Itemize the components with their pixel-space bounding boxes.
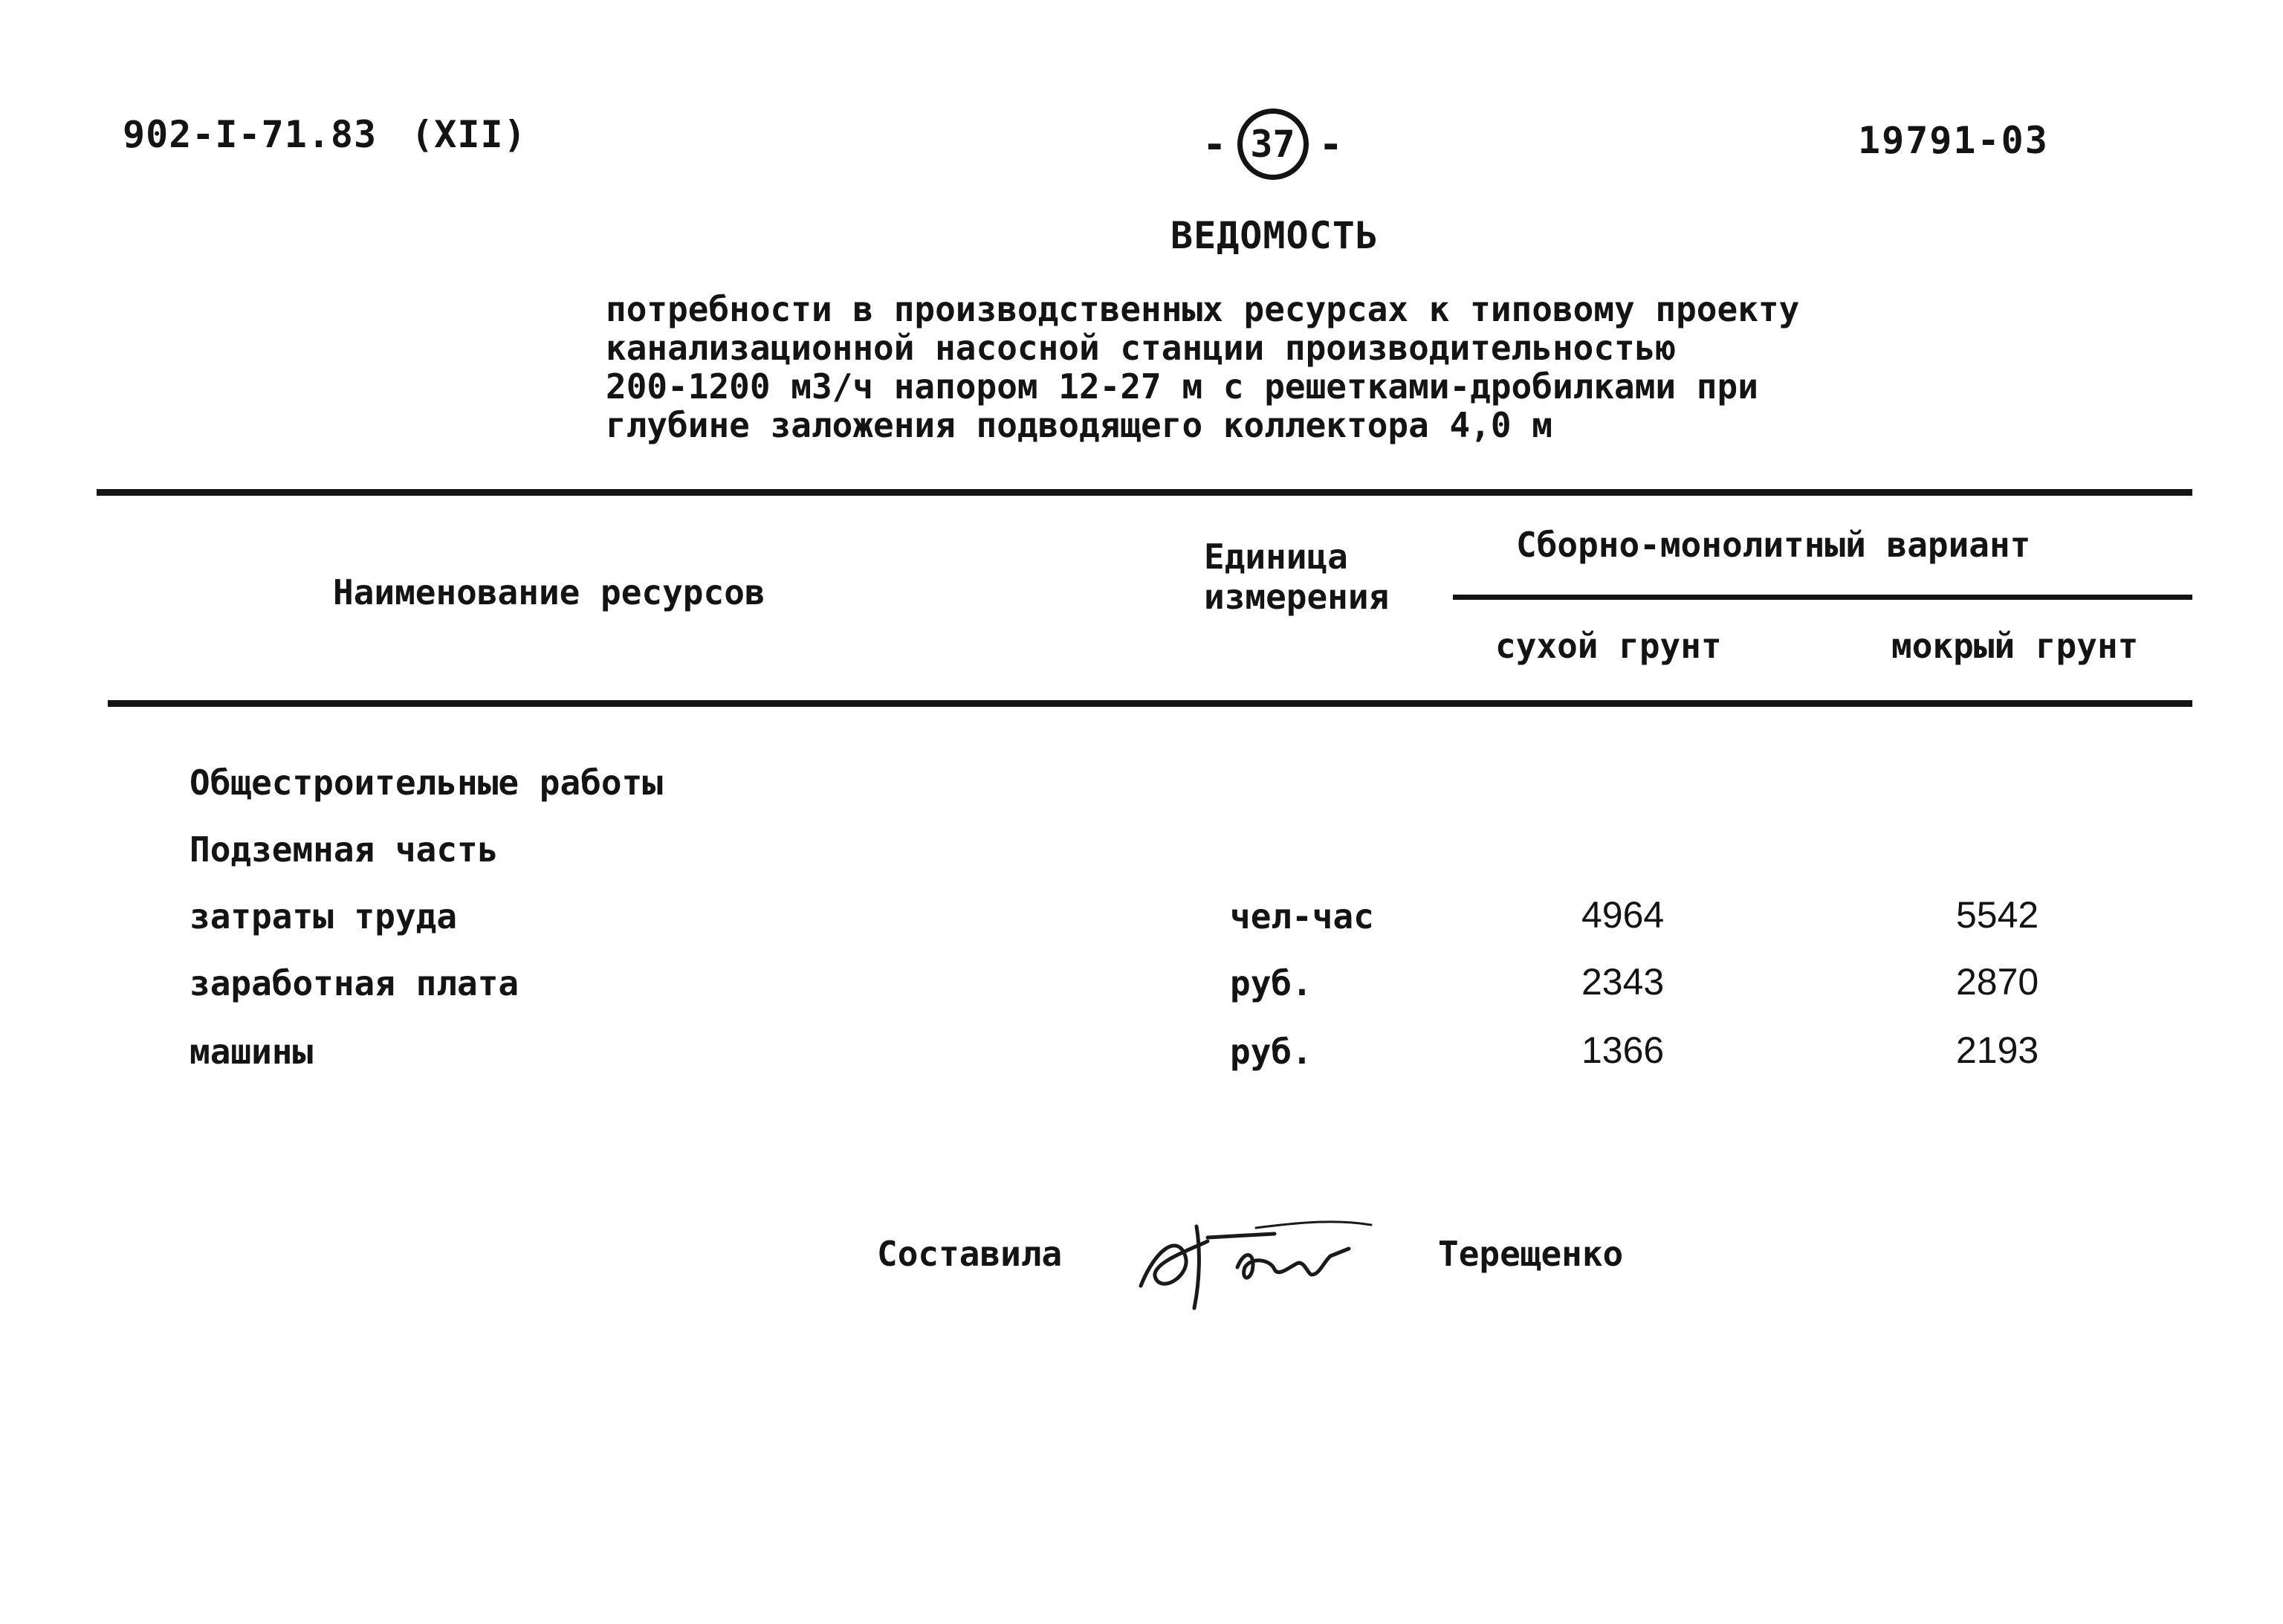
page-number-circle: 37 — [1237, 109, 1309, 180]
handwritten-signature — [1126, 1204, 1379, 1316]
document-album: (XII) — [411, 113, 527, 156]
row-dry-value: 2343 — [1581, 961, 1665, 1003]
page-number: - 37 - — [1202, 109, 1343, 180]
row-unit: руб. — [1230, 1032, 1312, 1072]
column-group-header: Сборно-монолитный вариант — [1516, 525, 2031, 565]
document-subtitle — [606, 290, 1799, 444]
table-header-bottom-rule — [108, 700, 2192, 707]
row-unit: руб. — [1230, 963, 1312, 1003]
subtitle-line: глубине заложения подводящего коллектора 4,0 м — [606, 405, 1552, 445]
row-wet-value: 5542 — [1956, 894, 2039, 936]
column-header-wet-soil: мокрый грунт — [1891, 626, 2139, 666]
row-unit: чел-час — [1230, 896, 1374, 936]
compiled-by-name: Терещенко — [1438, 1234, 1624, 1274]
table-group-rule — [1453, 595, 2192, 600]
column-header-unit-line2: измерения — [1204, 577, 1390, 617]
row-name: машины — [190, 1032, 314, 1072]
column-header-unit — [1204, 537, 1389, 617]
document-reference: 19791-03 — [1858, 119, 2049, 162]
column-header-unit-line1: Единица — [1204, 537, 1348, 577]
row-wet-value: 2193 — [1956, 1029, 2039, 1071]
section-subheading: Подземная часть — [190, 829, 499, 870]
document-title: ВЕДОМОСТЬ — [1170, 214, 1379, 257]
row-dry-value: 4964 — [1581, 894, 1665, 936]
row-wet-value: 2870 — [1956, 961, 2039, 1003]
document-code — [123, 113, 527, 156]
section-heading: Общестроительные работы — [190, 763, 663, 803]
table-top-rule — [97, 489, 2192, 496]
column-header-name: Наименование ресурсов — [333, 572, 765, 612]
document-code-number: 902-I-71.83 — [123, 113, 378, 156]
subtitle-line: канализационной насосной станции производительностью — [606, 328, 1677, 368]
subtitle-line: потребности в производственных ресурсах к типовому проекту — [606, 289, 1800, 329]
row-dry-value: 1366 — [1581, 1029, 1665, 1071]
column-header-dry-soil: сухой грунт — [1495, 626, 1722, 666]
subtitle-line: 200-1200 м3/ч напором 12-27 м с решетками-дробилками при — [606, 366, 1758, 407]
row-name: затраты труда — [190, 896, 458, 936]
row-name: заработная плата — [190, 963, 519, 1003]
compiled-by-label: Составила — [877, 1234, 1063, 1274]
